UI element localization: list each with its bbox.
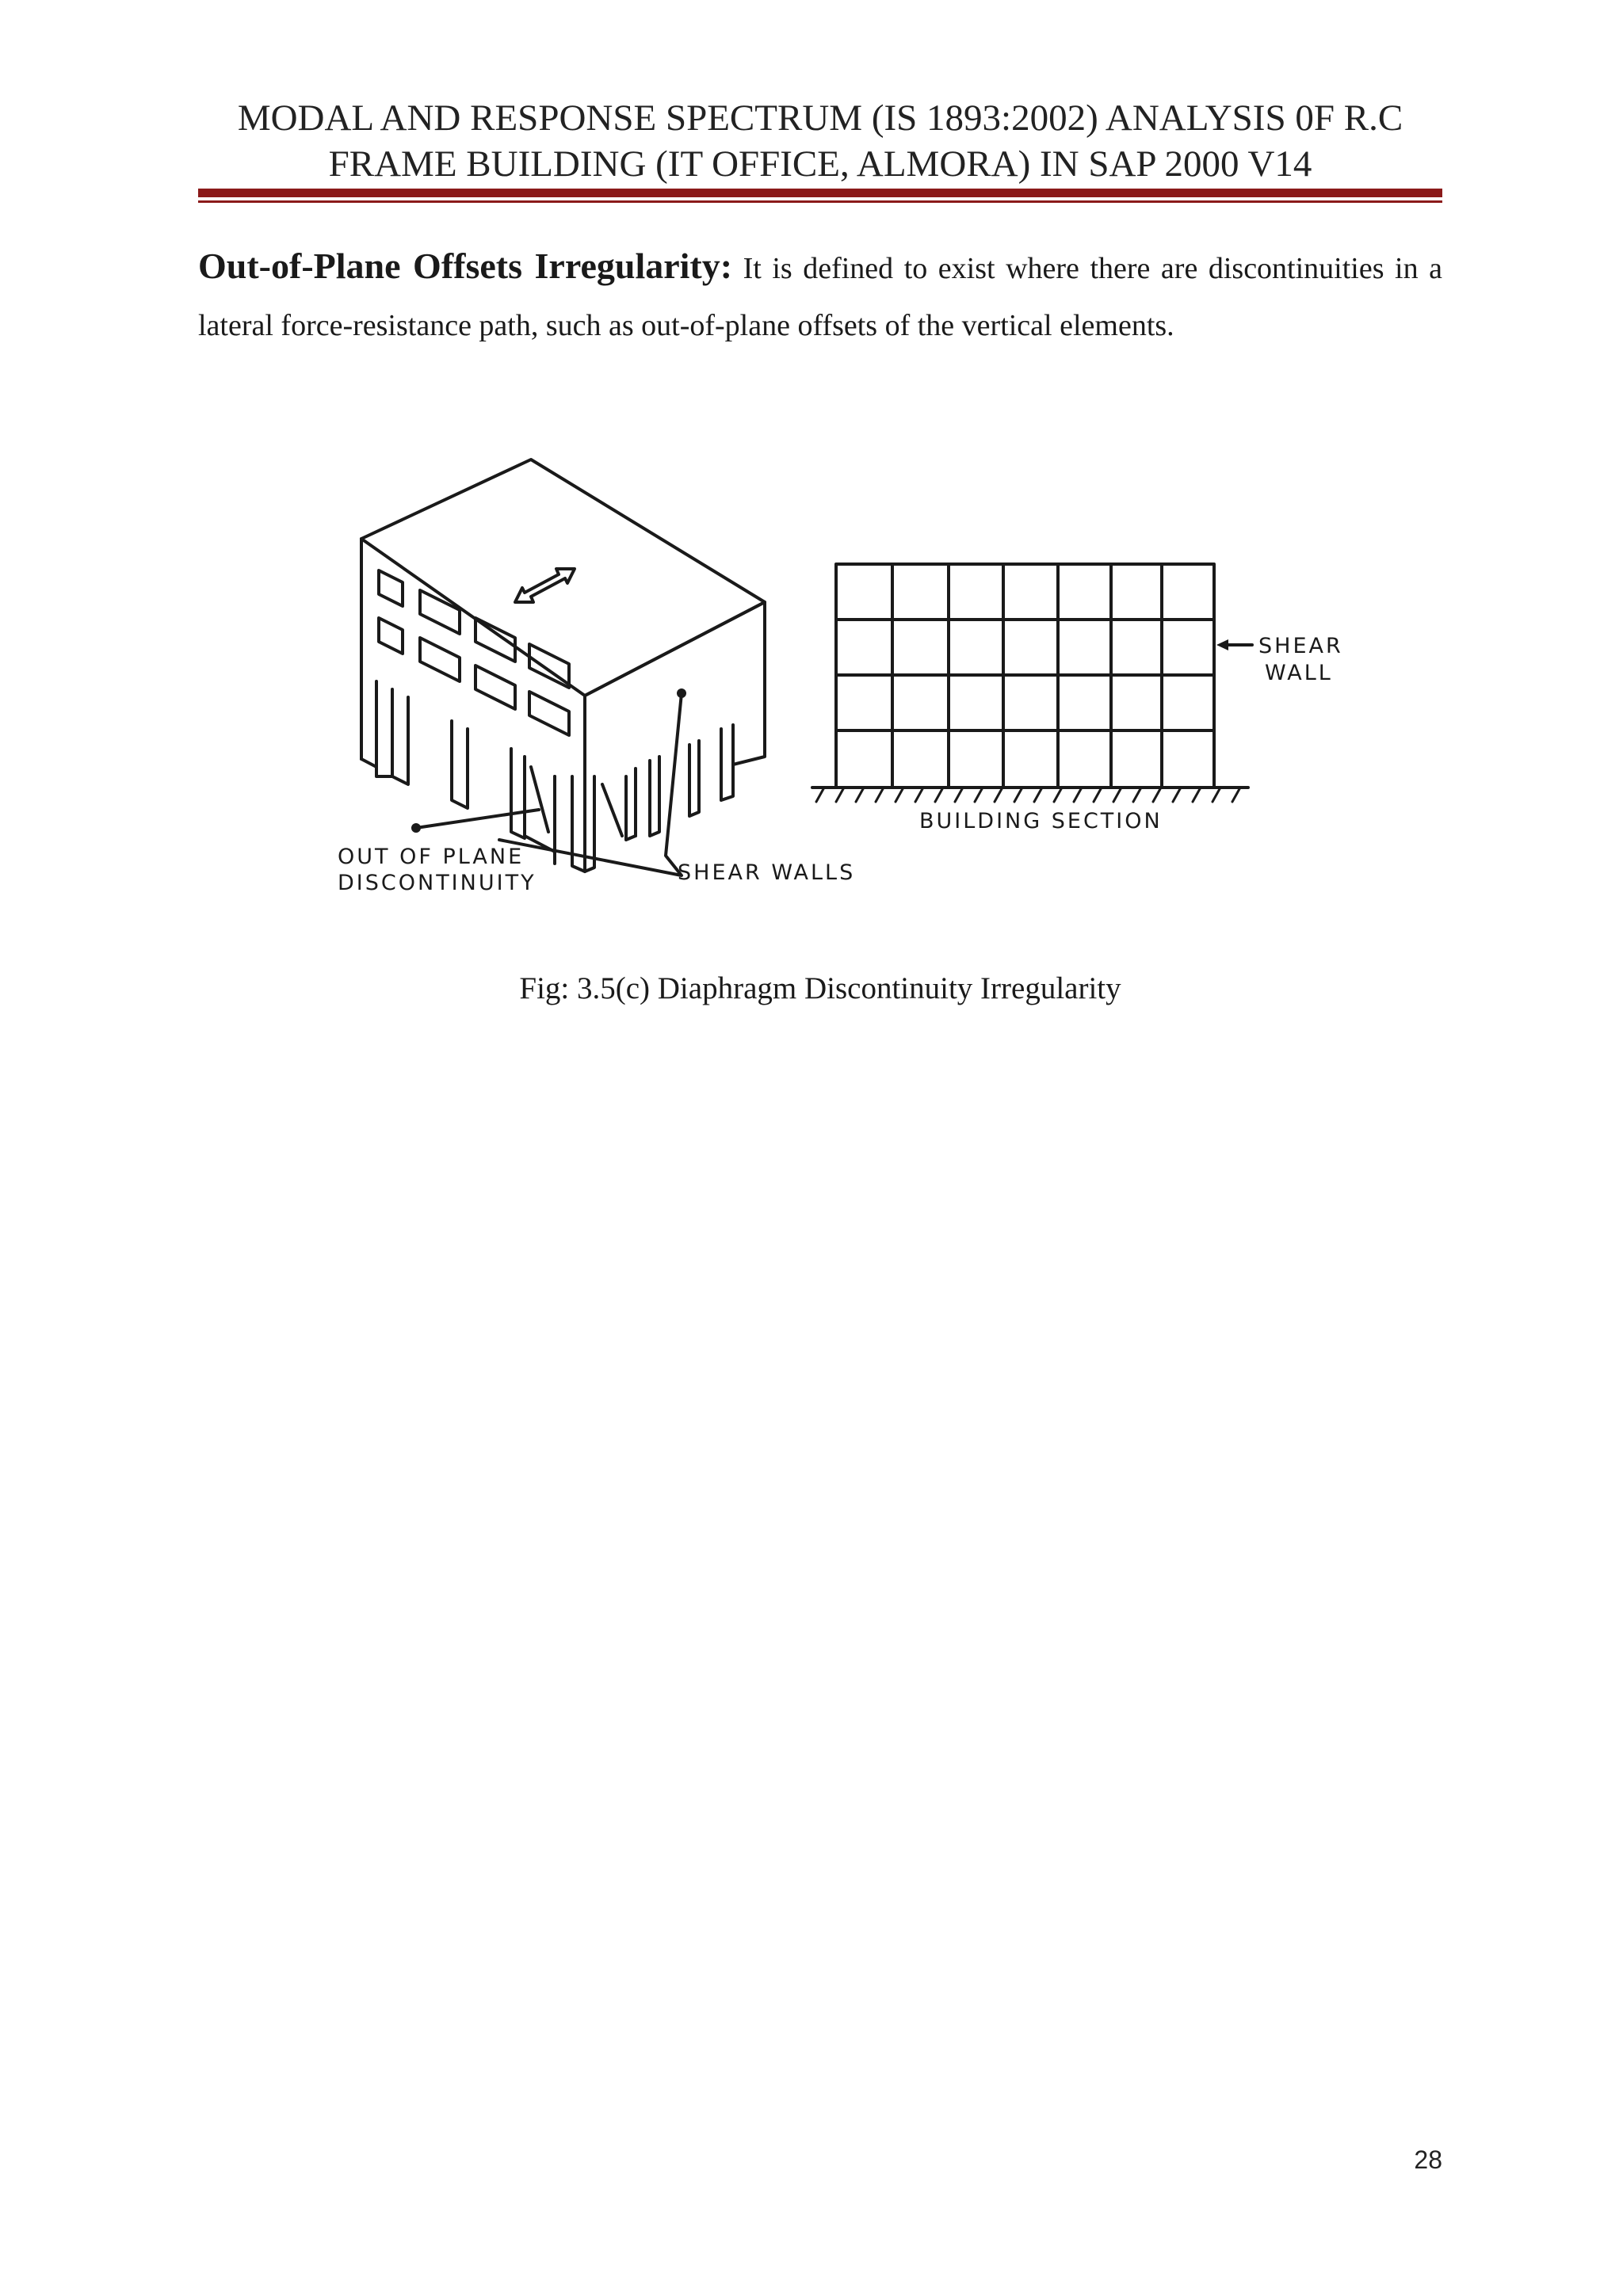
figure-caption: Fig: 3.5(c) Diaphragm Discontinuity Irregularity — [519, 971, 1121, 1005]
figure-illustration — [317, 444, 1347, 919]
label-building-section: BUILDING SECTION — [919, 809, 1163, 833]
building-right-face — [585, 602, 765, 765]
label-out-of-plane-2: DISCONTINUITY — [338, 871, 537, 895]
ground-hatching — [816, 788, 1240, 802]
header-title-line-1: MODAL AND RESPONSE SPECTRUM (IS 1893:2002) ANALYSIS 0F R.C — [237, 97, 1403, 139]
header-rule-thin — [198, 200, 1442, 203]
section-heading: Out-of-Plane Offsets Irregularity: — [198, 246, 733, 286]
section-grid — [836, 564, 1214, 788]
shear-wall-front — [525, 761, 555, 852]
body-paragraph — [198, 238, 1442, 354]
leader-out-of-plane — [416, 810, 539, 828]
label-shear-walls: SHEAR WALLS — [678, 860, 856, 885]
page-number: 28 — [1414, 2145, 1442, 2174]
running-header — [198, 95, 1442, 187]
header-rule-thick — [198, 189, 1442, 197]
leader-shear-walls — [499, 693, 682, 875]
section-body: It is defined to exist where there are discontinuities in a lateral force-resistance path, such as out-of-plane offsets of the vertical elements. — [198, 252, 1442, 342]
label-shear-wall-1: SHEAR — [1258, 634, 1343, 658]
double-arrow-icon — [515, 569, 575, 602]
label-out-of-plane-1: OUT OF PLANE — [338, 845, 525, 869]
header-title-line-2: FRAME BUILDING (IT OFFICE, ALMORA) IN SAP 2000 V14 — [328, 143, 1312, 185]
front-columns — [361, 681, 585, 871]
building-irregularity-drawing — [317, 444, 1347, 919]
label-shear-wall-2: WALL — [1265, 661, 1333, 685]
